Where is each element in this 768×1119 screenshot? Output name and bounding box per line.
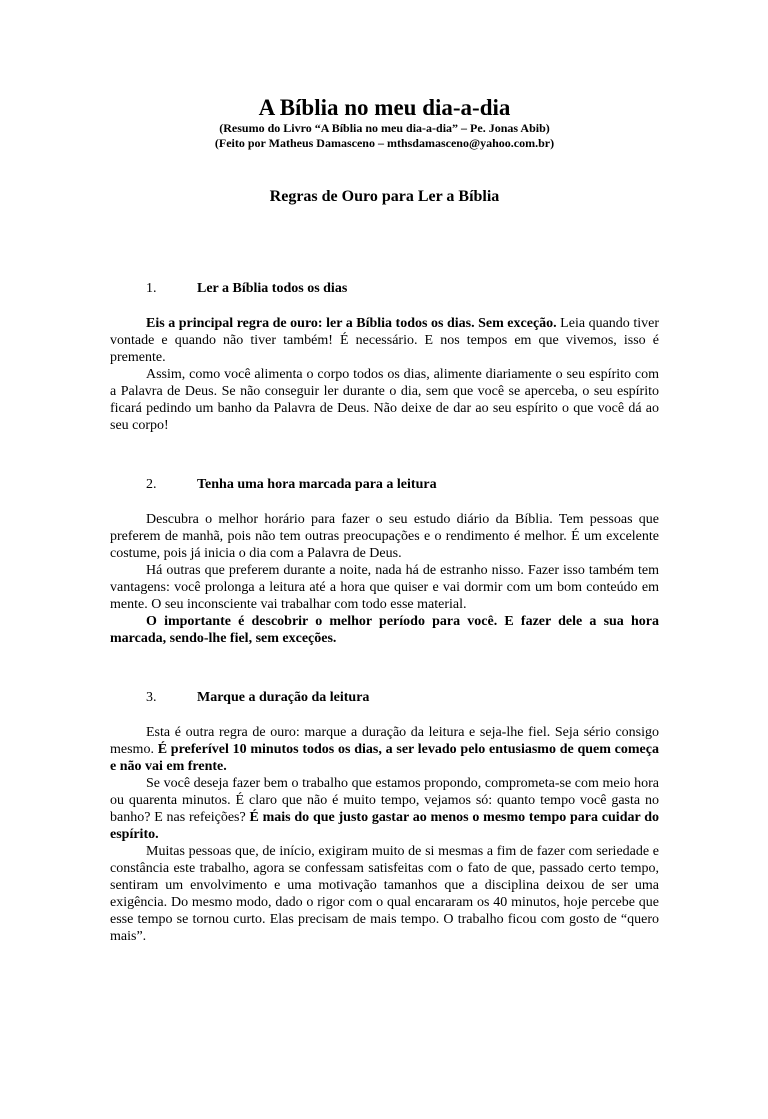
body-text: Muitas pessoas que, de início, exigiram muito de si mesmas a fim de fazer com seriedade e constância este trabalho, agora se confessam satisfeitas com o fato de que, passado certo tempo, sentiram um envolvimento e uma motivação tamanhos que a disciplina deixou de ser uma exigência. Do mesmo modo, dado o rigor com o qual encararam os 40 minutos, hoje percebe que esse tempo se tornou curto. Elas precisam de mais tempo. O trabalho ficou com gosto de “quero mais”. — [110, 844, 659, 944]
document-page — [0, 95, 768, 1119]
paragraph — [110, 843, 659, 945]
paragraph — [110, 562, 659, 613]
rule-2-number: 2. — [146, 477, 157, 492]
document-subtitle-author: (Feito por Matheus Damasceno – mthsdamasceno@yahoo.com.br) — [214, 136, 555, 150]
bold-text: Eis a principal regra de ouro: ler a Bíblia todos os dias. Sem exceção. — [146, 316, 557, 331]
paragraph — [110, 315, 659, 366]
body-text: Leia quando tiver vontade e quando não tiver também! É necessário. E nos tempos em que vivemos, isso é premente. — [110, 316, 659, 365]
rule-1-title: Ler a Bíblia todos os dias — [197, 281, 348, 296]
paragraph — [110, 724, 659, 775]
bold-text: É preferível 10 minutos todos os dias, a ser levado pelo entusiasmo de quem começa e não vai em frente. — [110, 742, 659, 774]
rule-3-heading — [110, 689, 659, 707]
section-title: Regras de Ouro para Ler a Bíblia — [269, 188, 500, 205]
rule-3-title: Marque a duração da leitura — [197, 690, 370, 705]
body-text: Esta é outra regra de ouro: marque a duração da leitura e seja-lhe fiel. Seja sério consigo mesmo. — [110, 725, 659, 757]
rule-1-body — [110, 315, 659, 434]
body-text: Assim, como você alimenta o corpo todos os dias, alimente diariamente o seu espírito com a Palavra de Deus. Se não conseguir ler durante o dia, sem que você se aperceba, o seu espírito ficará pedindo um banho da Palavra de Deus. Não deixe de dar ao seu espírito o que você dá ao seu corpo! — [110, 367, 659, 433]
rule-2-title: Tenha uma hora marcada para a leitura — [197, 477, 437, 492]
body-text: Há outras que preferem durante a noite, nada há de estranho nisso. Fazer isso também tem vantagens: você prolonga a leitura até a hora que quiser e vai dormir com um bom conteúdo em mente. O seu inconsciente vai trabalhar com todo esse material. — [110, 563, 659, 612]
document-title: A Bíblia no meu dia-a-dia — [258, 95, 511, 120]
rule-3-body — [110, 724, 659, 945]
rule-2-body — [110, 511, 659, 647]
bold-text: É mais do que justo gastar ao menos o mesmo tempo para cuidar do espírito. — [110, 810, 660, 842]
rule-1-number: 1. — [146, 281, 157, 296]
rule-3-number: 3. — [146, 690, 157, 705]
paragraph — [110, 613, 659, 647]
rule-1-heading — [110, 280, 659, 298]
paragraph — [110, 511, 659, 562]
bold-text: O importante é descobrir o melhor período para você. E fazer dele a sua hora marcada, sendo-lhe fiel, sem exceções. — [110, 614, 659, 646]
paragraph — [110, 366, 659, 434]
body-text: Se você deseja fazer bem o trabalho que estamos propondo, comprometa-se com meio hora ou quarenta minutos. É claro que não é muito tempo, vejamos só: quanto tempo você gasta no banho? E nas refeições? — [110, 776, 659, 825]
paragraph — [110, 775, 659, 843]
body-text: Descubra o melhor horário para fazer o seu estudo diário da Bíblia. Tem pessoas que preferem de manhã, pois não tem outras preocupações e o rendimento é melhor. É um excelente costume, pois já inicia o dia com a Palavra de Deus. — [110, 512, 659, 561]
rule-2-heading — [110, 476, 659, 494]
document-subtitle-book: (Resumo do Livro “A Bíblia no meu dia-a-dia” – Pe. Jonas Abib) — [219, 121, 550, 135]
